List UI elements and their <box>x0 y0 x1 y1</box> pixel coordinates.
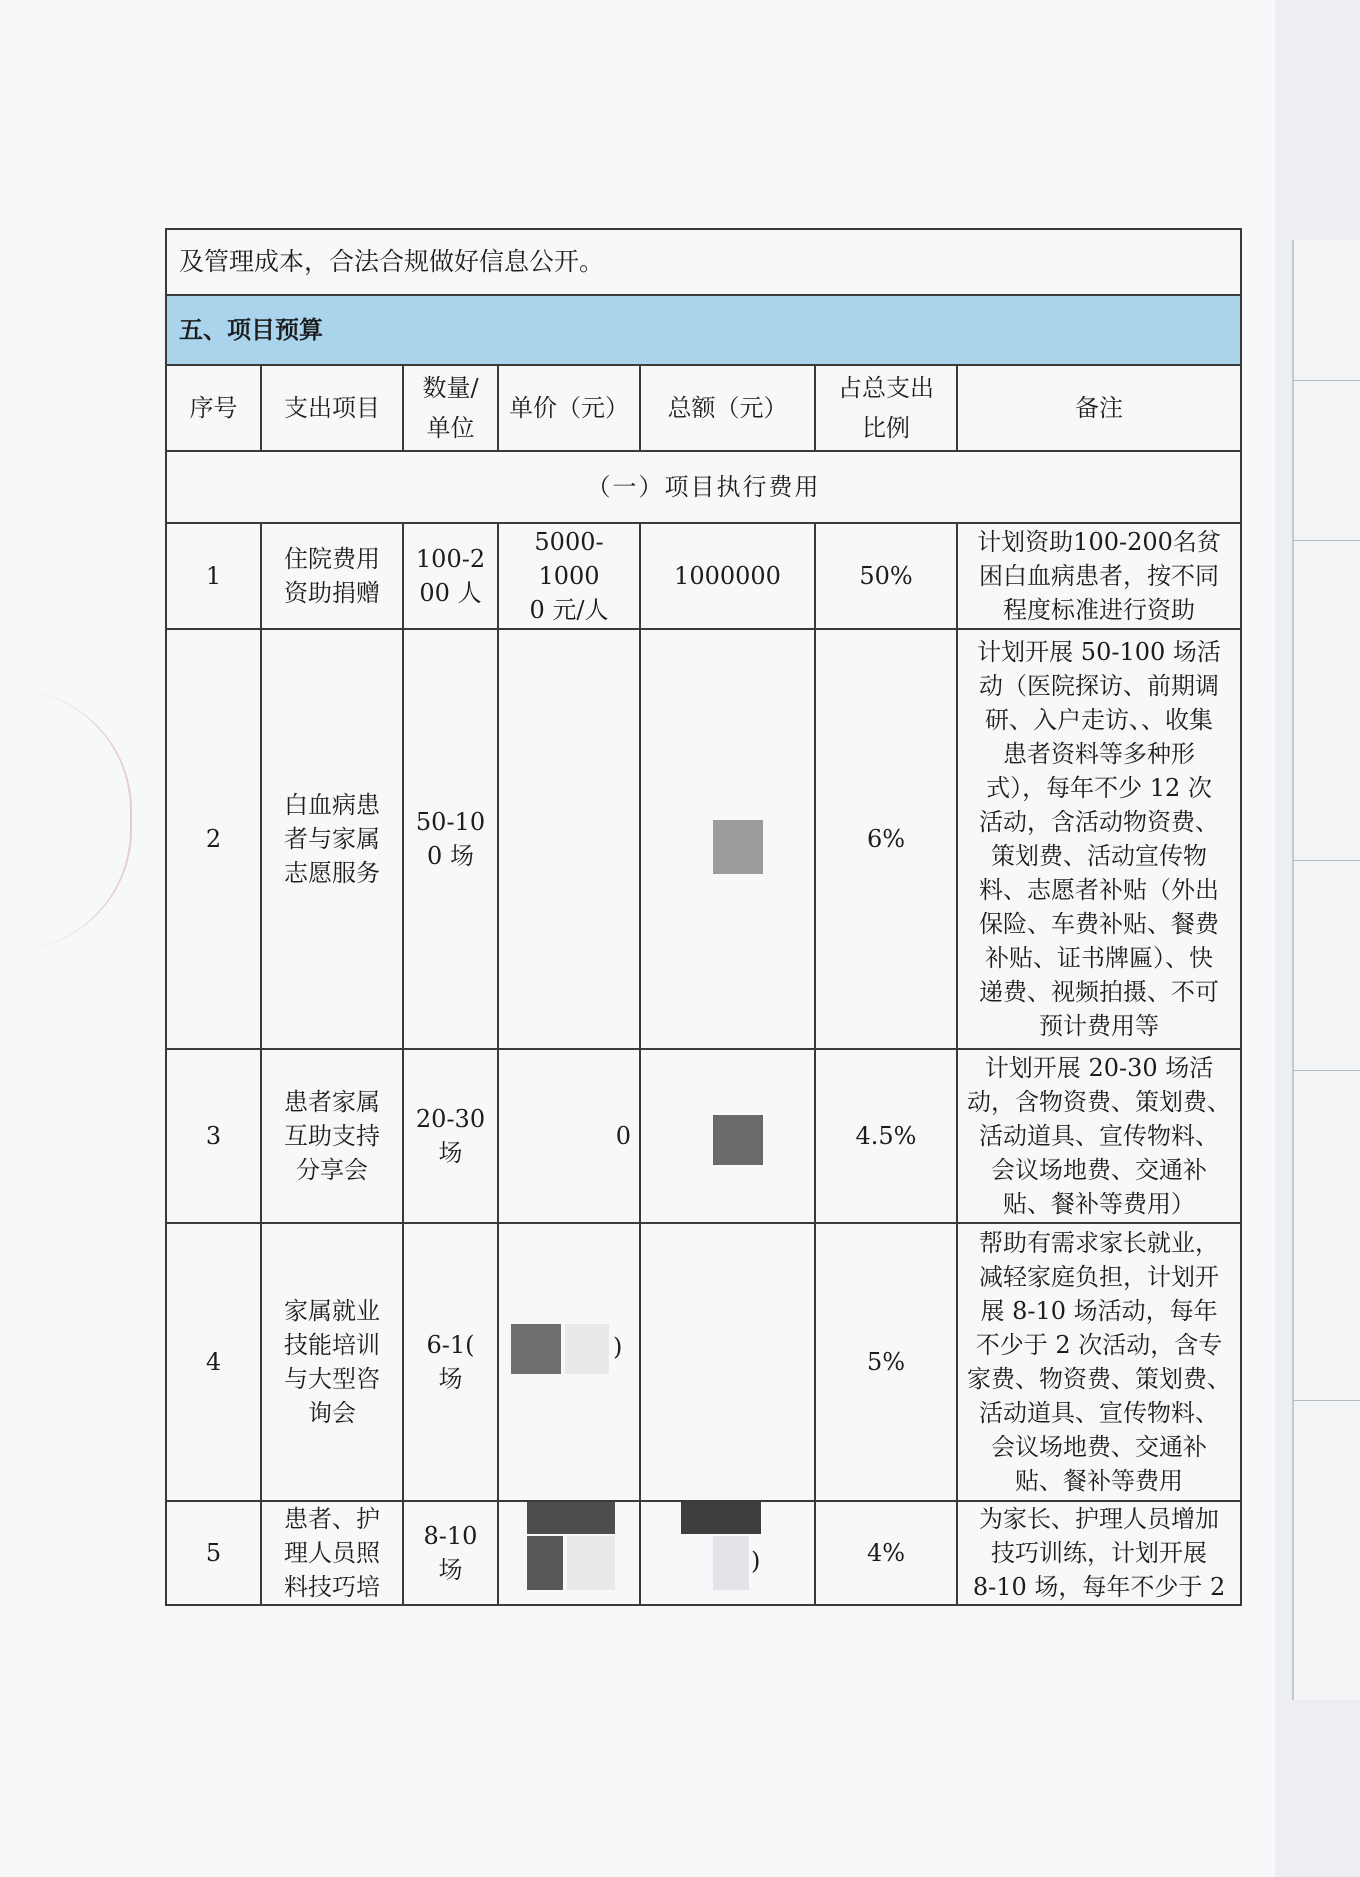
header-ratio-line2: 比例 <box>862 414 910 442</box>
cell-line: 6-1( <box>426 1331 475 1359</box>
cell-unit-price <box>498 1501 640 1605</box>
header-unit-price: 单价（元） <box>498 365 640 451</box>
cell-line: 住院费用 <box>284 545 380 573</box>
cell-item <box>261 1501 403 1605</box>
cell-unit-price <box>498 629 640 1049</box>
cell-line: 活动，含活动物资费、 <box>979 808 1220 836</box>
cell-seq: 1 <box>166 523 261 629</box>
cell-line: 100-2 <box>415 545 486 573</box>
cell-line: 帮助有需求家长就业， <box>979 1229 1220 1257</box>
redaction-block <box>713 1536 749 1590</box>
cell-line: 动（医院探访、前期调 <box>979 672 1220 700</box>
intro-row <box>166 229 1241 295</box>
redaction-block <box>681 1501 761 1534</box>
cell-remark <box>957 629 1241 1049</box>
cell-line: 程度标准进行资助 <box>1003 596 1196 624</box>
cell-total: 1000000 <box>640 523 815 629</box>
cell-partial-text: ) <box>751 1547 761 1575</box>
cell-line: 计划资助100-200名贫 <box>977 528 1221 556</box>
cell-qty <box>403 523 498 629</box>
header-qty-line1: 数量/ <box>422 374 479 402</box>
cell-line: 减轻家庭负担，计划开 <box>979 1263 1220 1291</box>
cell-line: 补贴、证书牌匾）、快 <box>985 944 1214 972</box>
cell-line: 询会 <box>308 1399 356 1427</box>
cell-line: 料技巧培 <box>284 1573 380 1601</box>
cell-remark <box>957 1501 1241 1605</box>
cell-partial-text: 0 <box>615 1122 631 1150</box>
cell-line: 技能培训 <box>284 1331 380 1359</box>
redaction-block <box>527 1501 615 1534</box>
cell-line: 策划费、活动宣传物 <box>991 842 1208 870</box>
cell-item <box>261 1223 403 1501</box>
cell-partial-text: ) <box>613 1333 623 1361</box>
cell-line: 计划开展 20-30 场活 <box>984 1054 1214 1082</box>
cell-line: 会议场地费、交通补 <box>991 1433 1208 1461</box>
cell-line: 志愿服务 <box>284 859 380 887</box>
cell-line: 不少于 2 次活动，含专 <box>975 1331 1223 1359</box>
header-qty-line2: 单位 <box>426 414 475 442</box>
cell-seq: 5 <box>166 1501 261 1605</box>
cell-line: 活动道具、宣传物料、 <box>979 1399 1220 1427</box>
table-row <box>166 1501 1241 1605</box>
section-row <box>166 295 1241 365</box>
group-row <box>166 451 1241 523</box>
cell-line: 研、入户走访、、收集 <box>985 706 1214 734</box>
cell-line: 与大型咨 <box>284 1365 380 1393</box>
cell-qty <box>403 629 498 1049</box>
cell-line: 技巧训练，计划开展 <box>991 1539 1208 1567</box>
cell-line: 活动道具、宣传物料、 <box>979 1122 1220 1150</box>
table-header-row <box>166 365 1241 451</box>
cell-line: 白血病患 <box>284 791 380 819</box>
cell-line: 计划开展 50-100 场活 <box>977 638 1221 666</box>
redaction-block <box>511 1324 561 1374</box>
cell-line: 互助支持 <box>284 1122 380 1150</box>
table-row <box>166 1049 1241 1223</box>
cell-line: 场 <box>438 1139 463 1167</box>
cell-line: 为家长、护理人员增加 <box>979 1505 1220 1533</box>
cell-line: 式），每年不少 12 次 <box>986 774 1212 802</box>
cell-item <box>261 1049 403 1223</box>
header-remark: 备注 <box>957 365 1241 451</box>
cell-remark <box>957 523 1241 629</box>
header-total: 总额（元） <box>640 365 815 451</box>
cell-line: 患者资料等多种形 <box>1003 740 1196 768</box>
cell-remark <box>957 1049 1241 1223</box>
table-row <box>166 1223 1241 1501</box>
cell-line: 0 元/人 <box>529 596 609 624</box>
cell-line: 患者、护 <box>284 1505 380 1533</box>
cell-line: 分享会 <box>296 1156 368 1184</box>
cell-line: 保险、车费补贴、餐费 <box>979 910 1220 938</box>
cell-line: 展 8-10 场活动，每年 <box>980 1297 1218 1325</box>
redaction-block <box>567 1536 615 1590</box>
table-row <box>166 523 1241 629</box>
cell-line: 0 场 <box>427 842 474 870</box>
cell-line: 理人员照 <box>284 1539 380 1567</box>
cell-seq: 4 <box>166 1223 261 1501</box>
cell-line: 8-10 场，每年不少于 2 <box>972 1573 1226 1601</box>
cell-line: 困白血病患者，按不同 <box>979 562 1220 590</box>
cell-line: 8-10 <box>423 1522 478 1550</box>
redaction-block <box>713 1115 763 1165</box>
cell-ratio: 6% <box>815 629 957 1049</box>
header-ratio-line1: 占总支出 <box>838 374 934 402</box>
cell-ratio: 50% <box>815 523 957 629</box>
cell-seq: 3 <box>166 1049 261 1223</box>
cell-line: 50-10 <box>415 808 486 836</box>
cell-line: 20-30 <box>415 1105 486 1133</box>
cell-total <box>640 1501 815 1605</box>
cell-ratio: 4.5% <box>815 1049 957 1223</box>
cell-line: 者与家属 <box>284 825 380 853</box>
cell-qty <box>403 1223 498 1501</box>
cell-line: 家费、物资费、策划费、 <box>967 1365 1232 1393</box>
adjacent-page-sliver <box>1292 240 1360 1700</box>
cell-line: 会议场地费、交通补 <box>991 1156 1208 1184</box>
cell-unit-price <box>498 523 640 629</box>
cell-ratio: 5% <box>815 1223 957 1501</box>
header-seq: 序号 <box>166 365 261 451</box>
cell-qty <box>403 1049 498 1223</box>
cell-line: 动，含物资费、策划费、 <box>967 1088 1232 1116</box>
cell-line: 家属就业 <box>284 1297 380 1325</box>
cell-line: 患者家属 <box>284 1088 380 1116</box>
table-row <box>166 629 1241 1049</box>
group-title: （一）项目执行费用 <box>166 451 1241 523</box>
cell-total <box>640 1223 815 1501</box>
cell-line: 场 <box>438 1556 463 1584</box>
cell-line: 5000-1000 <box>534 528 604 590</box>
header-ratio <box>815 365 957 451</box>
cell-line: 递费、视频拍摄、不可 <box>979 978 1220 1006</box>
header-qty <box>403 365 498 451</box>
cell-total <box>640 629 815 1049</box>
intro-text: 及管理成本，合法合规做好信息公开。 <box>166 229 1241 295</box>
cell-line: 料、志愿者补贴（外出 <box>979 876 1220 904</box>
cell-unit-price <box>498 1223 640 1501</box>
redaction-block <box>713 820 763 874</box>
redaction-block <box>527 1536 563 1590</box>
cell-line: 贴、餐补等费用） <box>1003 1190 1196 1218</box>
cell-line: 00 人 <box>419 579 482 607</box>
cell-line: 资助捐赠 <box>284 579 380 607</box>
cell-line: 预计费用等 <box>1039 1012 1160 1040</box>
cell-item <box>261 629 403 1049</box>
header-item: 支出项目 <box>261 365 403 451</box>
budget-table <box>165 228 1242 1606</box>
cell-total <box>640 1049 815 1223</box>
redaction-block <box>565 1324 609 1374</box>
cell-seq: 2 <box>166 629 261 1049</box>
cell-line: 贴、餐补等费用 <box>1015 1467 1184 1495</box>
section-title: 五、项目预算 <box>166 295 1241 365</box>
cell-ratio: 4% <box>815 1501 957 1605</box>
cell-qty <box>403 1501 498 1605</box>
cell-remark <box>957 1223 1241 1501</box>
cell-line: 场 <box>438 1365 463 1393</box>
cell-item <box>261 523 403 629</box>
cell-unit-price <box>498 1049 640 1223</box>
